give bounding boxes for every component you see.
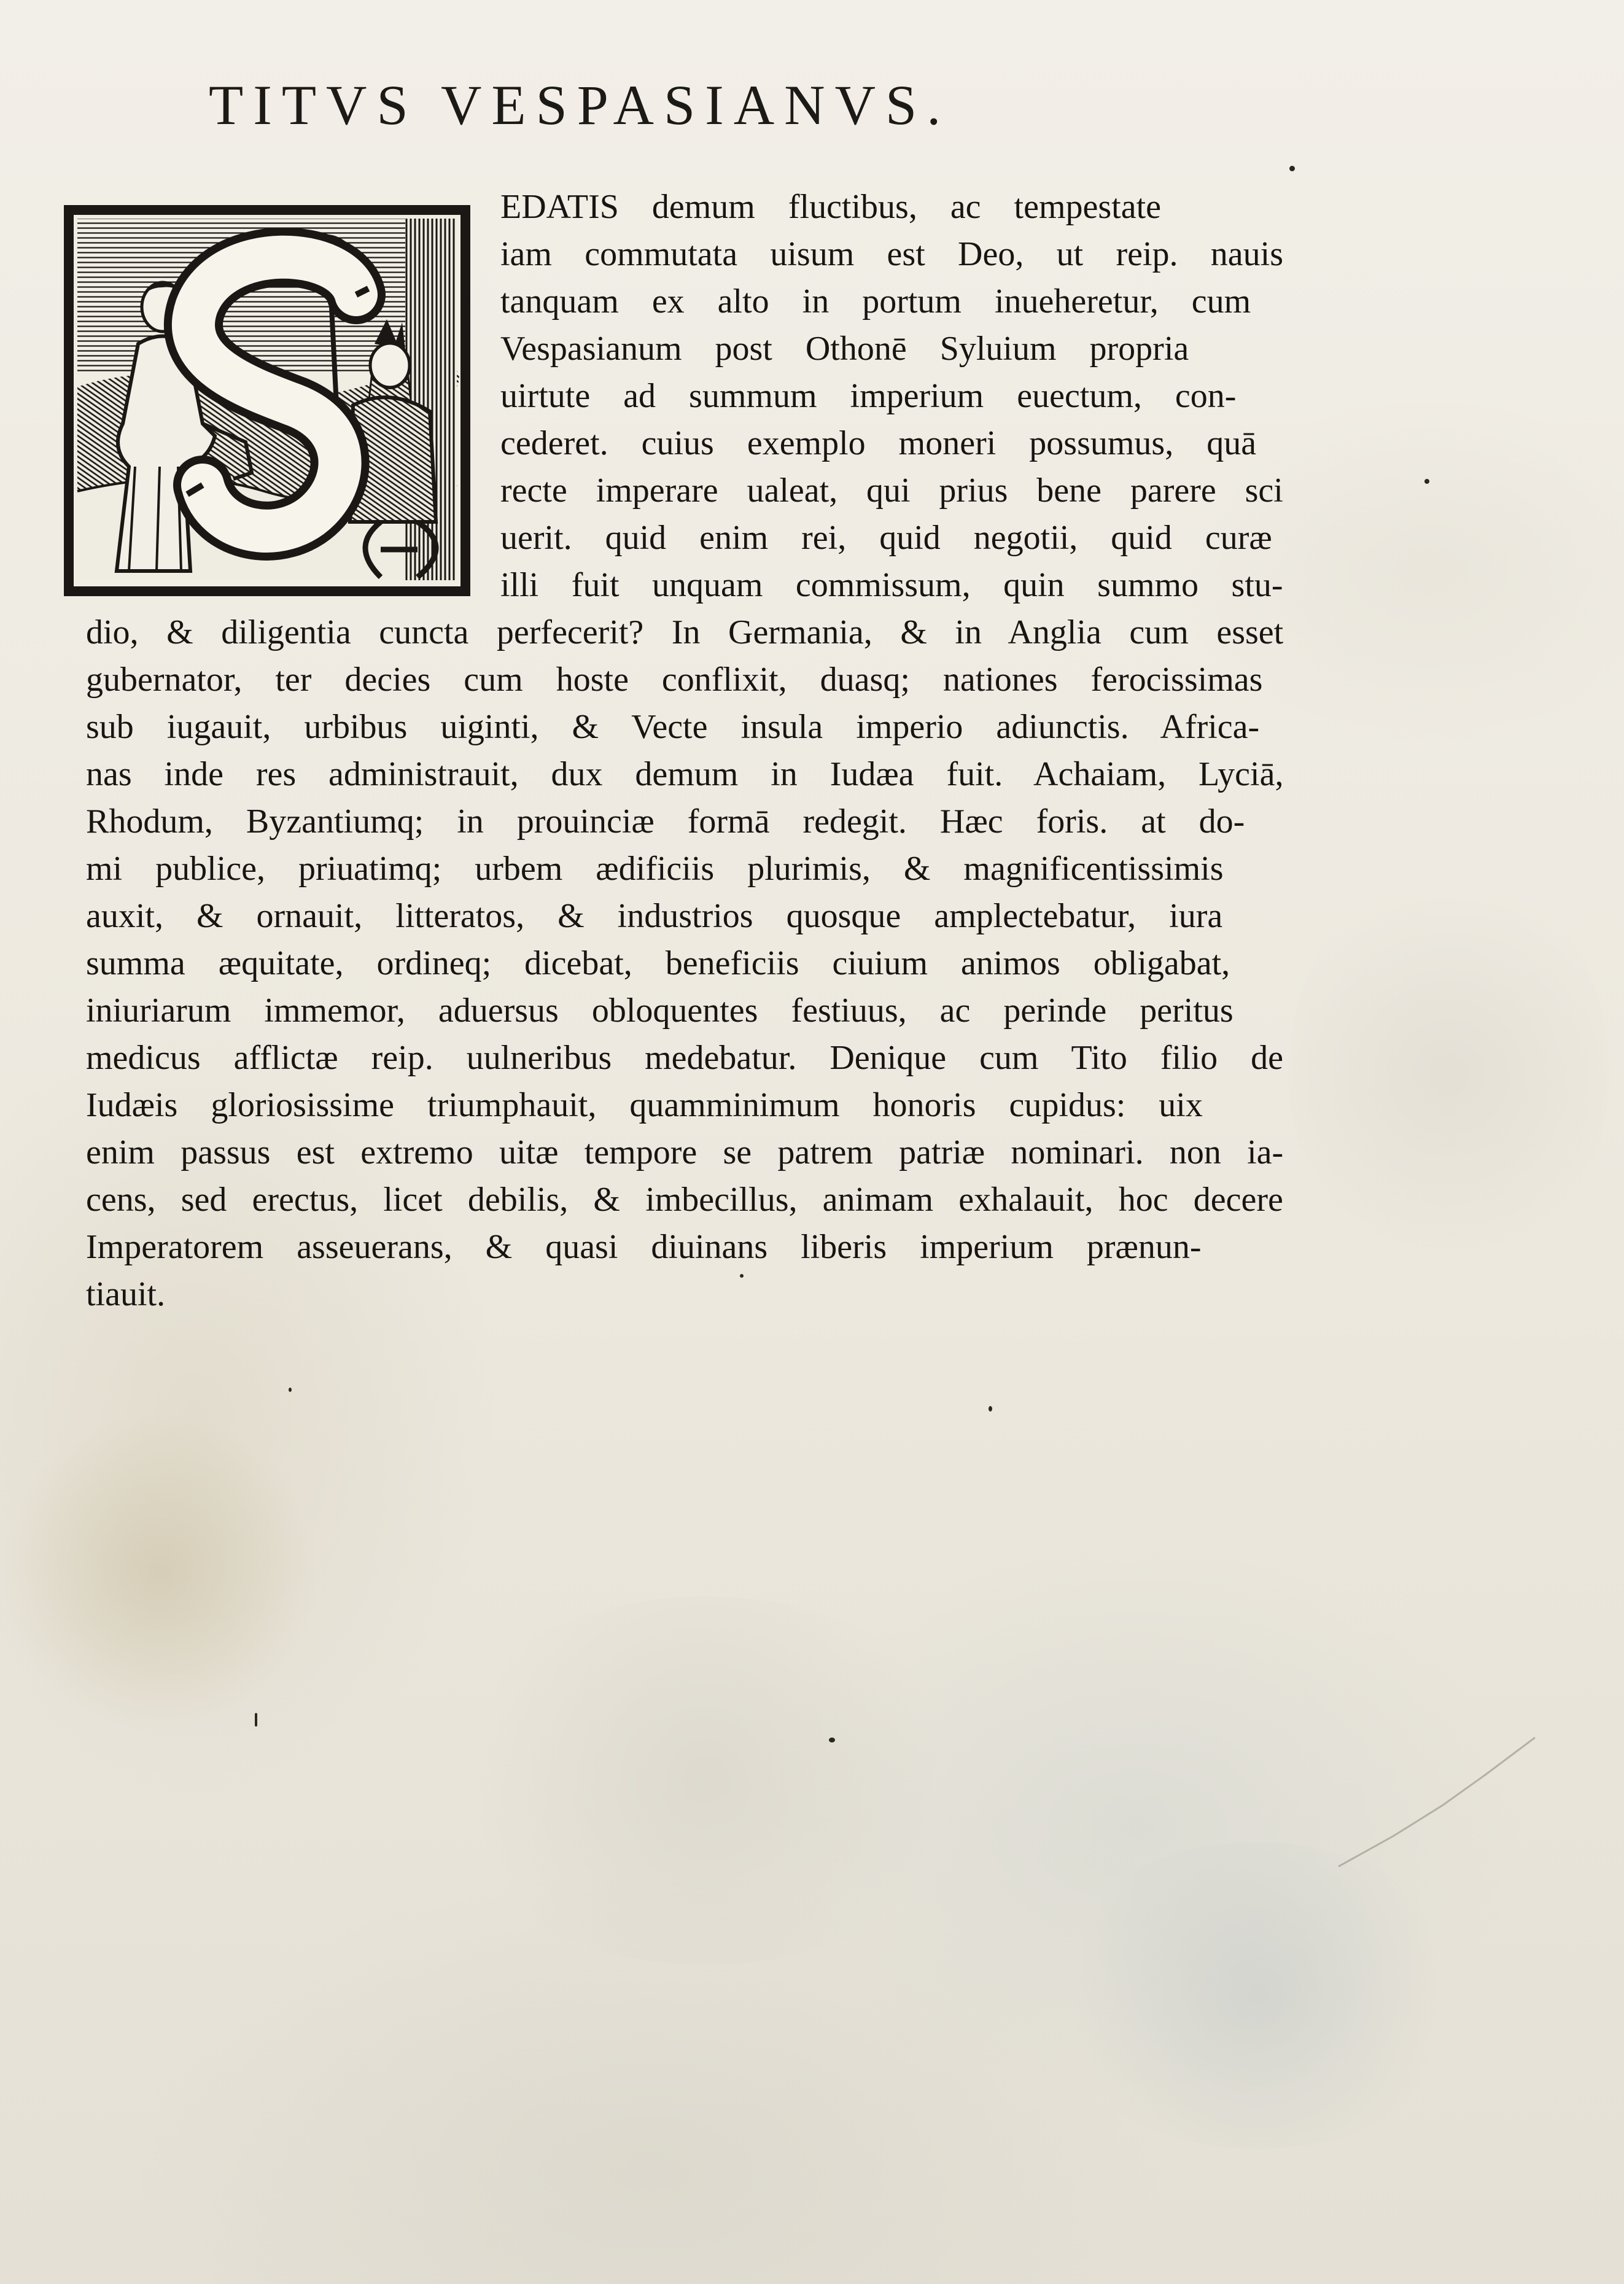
- paper-stain: [0, 1412, 319, 1731]
- text-line: cens, sed erectus, licet debilis, & imbecillus, animam exhalauit, hoc decere: [86, 1181, 1283, 1219]
- ink-speck: [989, 1406, 992, 1412]
- text-line: Iudæis gloriosissime triumphauit, quamminimum honoris cupidus: uix: [86, 1086, 1203, 1124]
- text-line: auxit, & ornauit, litteratos, & industrios quosque amplectebatur, iura: [86, 897, 1223, 935]
- text-line: sub iugauit, urbibus uiginti, & Vecte insula imperio adiunctis. Africa-: [86, 708, 1260, 746]
- text-line: Vespasianum post Othonē Syluium propria: [500, 330, 1189, 368]
- text-line: tiauit.: [86, 1275, 166, 1313]
- woodcut-initial-s-icon: [61, 203, 473, 599]
- ink-speck: [289, 1388, 292, 1392]
- text-line: illi fuit unquam commissum, quin summo stu-: [500, 566, 1283, 604]
- ink-speck: [1424, 479, 1429, 484]
- ink-speck: [255, 1713, 257, 1727]
- text-line: cederet. cuius exemplo moneri possumus, quā: [500, 424, 1257, 462]
- ink-speck: [829, 1738, 835, 1742]
- text-line: iniuriarum immemor, aduersus obloquentes festiuus, ac perinde peritus: [86, 992, 1234, 1030]
- paper-stain: [1289, 860, 1609, 1289]
- paper-crease: [1302, 1731, 1547, 1879]
- text-line: iam commutata uisum est Deo, ut reip. nauis: [500, 235, 1284, 273]
- text-line: uirtute ad summum imperium euectum, con-: [500, 377, 1237, 415]
- paper-stain: [430, 1596, 982, 1965]
- text-line: tanquam ex alto in portum inueheretur, cum: [500, 282, 1251, 320]
- text-line: mi publice, priuatimq; urbem ædificiis plurimis, & magnificentissimis: [86, 850, 1224, 888]
- text-line: medicus afflictæ reip. uulneribus medebatur. Denique cum Tito filio de: [86, 1039, 1284, 1077]
- text-line: Rhodum, Byzantiumq; in prouinciæ formā redegit. Hæc foris. at do-: [86, 802, 1245, 841]
- text-line: enim passus est extremo uitæ tempore se patrem patriæ nominari. non ia-: [86, 1133, 1284, 1171]
- text-line: gubernator, ter decies cum hoste conflixit, duasq; nationes ferocissimas: [86, 661, 1263, 699]
- text-line: uerit. quid enim rei, quid negotii, quid curæ: [500, 519, 1272, 557]
- text-line: EDATIS demum fluctibus, ac tempestate: [500, 188, 1161, 226]
- text-line: nas inde res administrauit, dux demum in Iudæa fuit. Achaiam, Lyciā,: [86, 755, 1284, 793]
- text-line: Imperatorem asseuerans, & quasi diuinans liberis imperium prænun-: [86, 1228, 1202, 1266]
- text-line: dio, & diligentia cuncta perfecerit? In Germania, & in Anglia cum esset: [86, 613, 1284, 651]
- paper-stain: [1044, 1842, 1474, 2149]
- text-line: recte imperare ualeat, qui prius bene parere sci: [500, 472, 1283, 510]
- running-title: TITVS VESPASIANVS.: [209, 74, 951, 136]
- text-line: summa æquitate, ordineq; dicebat, beneficiis ciuium animos obligabat,: [86, 944, 1230, 982]
- ink-speck: [1289, 166, 1295, 171]
